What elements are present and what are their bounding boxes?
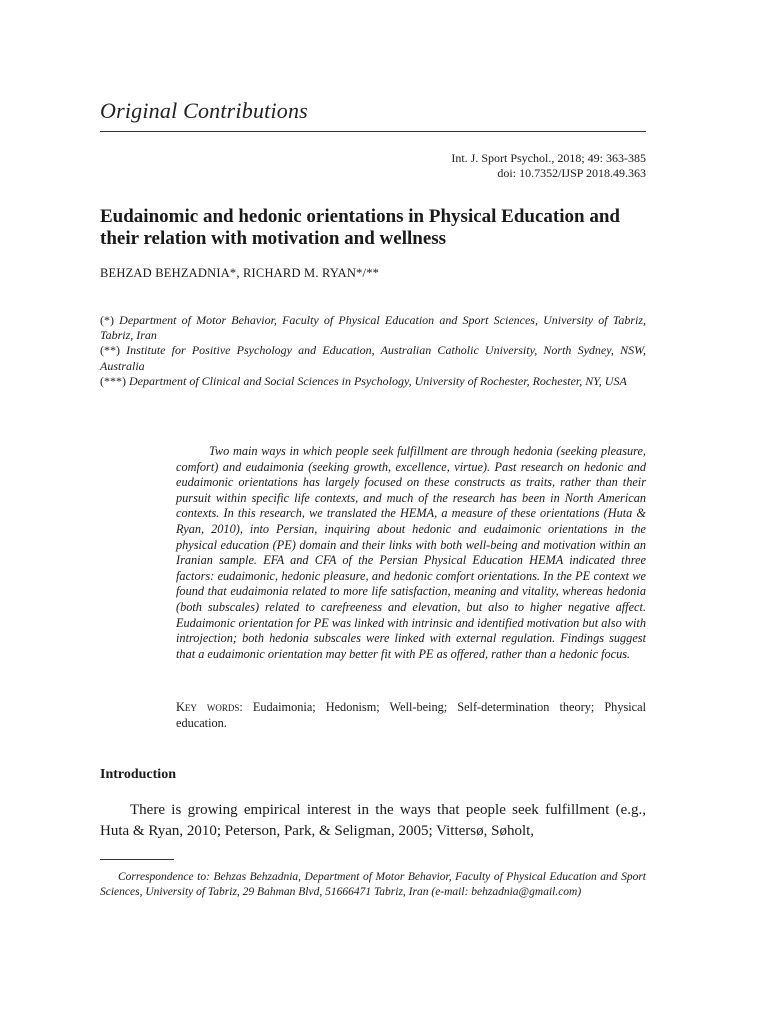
affiliations: [100, 313, 646, 389]
keywords: [176, 700, 646, 731]
footnote-rule: [100, 859, 174, 860]
intro-paragraph: There is growing empirical interest in the ways that people seek fulfillment (e.g., Huta & Ryan, 2010; Peterson, Park, & Seligman, 2005; Vittersø, Søholt,: [100, 802, 646, 839]
abstract: Two main ways in which people seek fulfillment are through hedonia (seeking pleasure, comfort) and eudaimonia (seeking growth, excellence, virtue). Past research on hedonic and eudaimonic orientations has largely focused on these constructs as traits, rather than their pursuit within specific life contexts, and much of the research has been in North American contexts. In this research, we translated the HEMA, a measure of these orientations (Huta & Ryan, 2010), into Persian, inquiring about hedonic and eudaimonic orientations in the physical education (PE) domain and their links with both well-being and motivation within an Iranian sample. EFA and CFA of the Persian Physical Education HEMA indicated three factors: eudaimonic, hedonic pleasure, and hedonic comfort orientations. In the PE context we found that eudaimonia related to more life satisfaction, meaning and vitality, whereas hedonia (both subscales) related to carefreeness and elevation, but also to higher negative affect. Eudaimonic orientation for PE was linked with intrinsic and identified motivation but also with introjection; both hedonia subscales were linked with external regulation. Findings suggest that a eudaimonic orientation may better fit with PE as offered, rather than a hedonic focus.: [176, 444, 646, 661]
authors: BEHZAD BEHZADNIA*, RICHARD M. RYAN*/**: [100, 266, 380, 280]
citation-journal: Int. J. Sport Psychol., 2018; 49: 363-385: [451, 151, 646, 165]
citation: [451, 151, 646, 181]
citation-doi: doi: 10.7352/IJSP 2018.49.363: [497, 166, 646, 180]
header-rule: [100, 131, 646, 132]
article-title: Eudainomic and hedonic orientations in Physical Education and their relation with motivation and wellness: [100, 206, 620, 249]
affiliation-1: (*) Department of Motor Behavior, Faculty of Physical Education and Sport Sciences, University of Tabriz, Tabriz, Iran: [100, 313, 646, 343]
keywords-label: Key words:: [176, 700, 243, 714]
affiliation-2: (**) Institute for Positive Psychology and Education, Australian Catholic University, North Sydney, NSW, Australia: [100, 343, 646, 373]
section-title: Original Contributions: [100, 98, 308, 123]
footnote: Correspondence to: Behzas Behzadnia, Department of Motor Behavior, Faculty of Physical Education and Sport Sciences, University of Tabriz, 29 Bahman Blvd, 51666471 Tabriz, Iran (e-mail: behzadnia@gmail.com): [100, 871, 646, 899]
affiliation-3: (***) Department of Clinical and Social Sciences in Psychology, University of Rochester, Rochester, NY, USA: [100, 373, 627, 388]
keywords-list: Eudaimonia; Hedonism; Well-being; Self-determination theory; Physical education.: [176, 700, 646, 730]
intro-heading: Introduction: [100, 767, 176, 782]
